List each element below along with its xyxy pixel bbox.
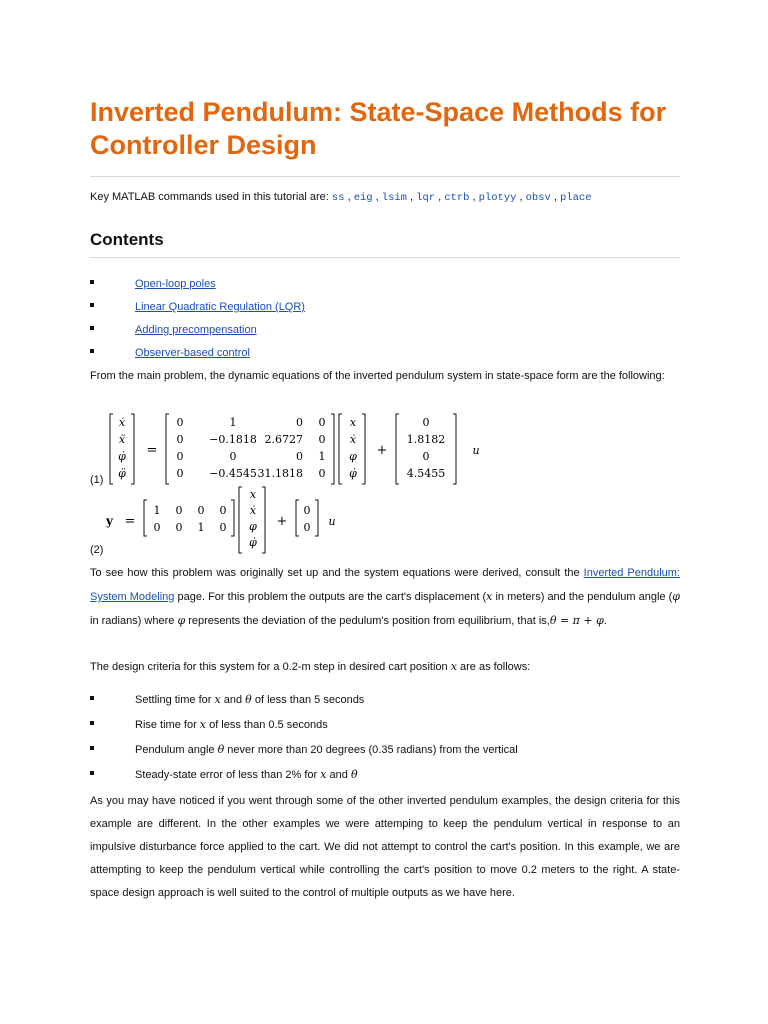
svg-text:ẋ: ẋ <box>349 433 357 446</box>
svg-text:0: 0 <box>318 433 326 446</box>
page-title: Inverted Pendulum: State-Space Methods for Controller Design <box>90 97 667 160</box>
bullet-icon <box>90 771 94 775</box>
command-link-obsv[interactable]: obsv <box>525 192 551 204</box>
svg-text:31.1818: 31.1818 <box>257 467 303 480</box>
bullet-icon <box>90 349 94 353</box>
svg-text:0: 0 <box>303 504 311 517</box>
svg-text:0: 0 <box>296 450 303 463</box>
svg-text:1.8182: 1.8182 <box>406 433 446 446</box>
modeling-paragraph: To see how this problem was originally set up and the system equations were derived, consult the Inverted Pendulum: System Modeling page. For this problem the outputs are the cart's displacement (x in meters) and the pendulum angle (φ in radians) where φ represents the deviation of the pedulum's position from equilibrium, that is,θ = π + φ. <box>90 567 680 627</box>
svg-text:=: = <box>124 514 136 529</box>
criteria-intro: The design criteria for this system for a 0.2-m step in desired cart position x are as follows: <box>90 660 531 673</box>
command-link-ss[interactable]: ss <box>331 192 345 204</box>
bullet-icon <box>90 303 94 307</box>
equation-1 <box>108 410 528 490</box>
title-divider <box>90 176 680 177</box>
contents-heading: Contents <box>90 230 164 249</box>
svg-text:0: 0 <box>219 504 227 517</box>
bullet-icon <box>90 746 94 750</box>
svg-text:−0.1818: −0.1818 <box>209 433 257 446</box>
intro-paragraph: From the main problem, the dynamic equations of the inverted pendulum system in state-space form are the following: <box>90 370 665 382</box>
svg-text:0: 0 <box>153 521 161 534</box>
equation-2-label: (2) <box>90 544 104 556</box>
command-link-lsim[interactable]: lsim <box>381 192 407 204</box>
eq1-lhs-1: ẍ <box>118 433 126 446</box>
svg-text:0: 0 <box>175 521 183 534</box>
command-link-place[interactable]: place <box>560 192 592 204</box>
command-link-ctrb[interactable]: ctrb <box>444 192 470 204</box>
svg-text:0: 0 <box>229 450 237 463</box>
key-commands-intro: Key MATLAB commands used in this tutorial are: <box>90 191 329 203</box>
eq1-lhs-0: ẋ <box>118 416 126 429</box>
svg-text:0: 0 <box>422 450 430 463</box>
bullet-icon <box>90 696 94 700</box>
svg-text:y: y <box>106 514 113 528</box>
svg-text:0: 0 <box>303 521 311 534</box>
contents-link-precompensation[interactable]: Adding precompensation <box>135 324 257 336</box>
svg-text:+: + <box>376 443 388 458</box>
svg-text:ẋ: ẋ <box>249 504 257 517</box>
svg-text:0: 0 <box>219 521 227 534</box>
contents-link-open-loop-poles[interactable]: Open-loop poles <box>135 278 216 290</box>
svg-text:0: 0 <box>176 450 184 463</box>
svg-text:0: 0 <box>318 416 326 429</box>
svg-text:+: + <box>276 514 288 529</box>
svg-text:2.6727: 2.6727 <box>264 433 303 446</box>
svg-text:0: 0 <box>175 504 183 517</box>
svg-text:1: 1 <box>229 416 237 429</box>
svg-text:0: 0 <box>176 416 184 429</box>
svg-text:φ: φ <box>249 520 257 533</box>
eq1-lhs-3: φ̈ <box>118 467 126 480</box>
contents-link-observer[interactable]: Observer-based control <box>135 347 250 359</box>
svg-text:0: 0 <box>422 416 430 429</box>
command-link-lqr[interactable]: lqr <box>416 192 436 204</box>
svg-text:0: 0 <box>176 433 184 446</box>
key-commands-line: Key MATLAB commands used in this tutorial are: ss , eig , lsim , lqr , ctrb , plotyy , obsv , place <box>90 191 592 204</box>
svg-text:u: u <box>472 444 480 457</box>
svg-text:x: x <box>349 416 357 429</box>
svg-text:4.5455: 4.5455 <box>406 467 446 480</box>
bullet-icon <box>90 280 94 284</box>
equation-2 <box>100 486 360 556</box>
svg-text:=: = <box>146 443 158 458</box>
contents-divider <box>90 257 680 258</box>
closing-paragraph: As you may have noticed if you went through some of the other inverted pendulum examples, the design criteria for this example are different. In the other examples we were attemping to keep the pendulum vertical in response to an impulsive disturbance force applied to the cart. We did not attempt to control the cart's position. In this example, we are attempting to keep the pendulum vertical while controlling the cart's position to move 0.2 meters to the right. A state-space design approach is well suited to the control of multiple outputs as we have here. <box>90 795 680 899</box>
svg-text:1: 1 <box>197 521 205 534</box>
eq1-lhs-2: φ̇ <box>118 450 126 463</box>
svg-text:0: 0 <box>296 416 303 429</box>
svg-text:φ: φ <box>349 450 357 463</box>
command-link-eig[interactable]: eig <box>353 192 373 204</box>
command-link-plotyy[interactable]: plotyy <box>478 192 517 204</box>
svg-text:φ̇: φ̇ <box>349 467 357 480</box>
svg-text:x: x <box>249 488 257 501</box>
svg-text:0: 0 <box>176 467 184 480</box>
contents-link-lqr[interactable]: Linear Quadratic Regulation (LQR) <box>135 301 305 313</box>
bullet-icon <box>90 721 94 725</box>
svg-text:0: 0 <box>197 504 205 517</box>
svg-text:1: 1 <box>318 450 326 463</box>
equation-1-label: (1) <box>90 474 104 486</box>
svg-text:1: 1 <box>153 504 161 517</box>
svg-text:u: u <box>328 515 336 528</box>
svg-text:φ̇: φ̇ <box>249 536 257 549</box>
svg-text:0: 0 <box>318 467 326 480</box>
bullet-icon <box>90 326 94 330</box>
svg-text:−0.4545: −0.4545 <box>209 467 257 480</box>
system-modeling-link[interactable]: Inverted Pendulum: System Modeling <box>90 567 680 603</box>
